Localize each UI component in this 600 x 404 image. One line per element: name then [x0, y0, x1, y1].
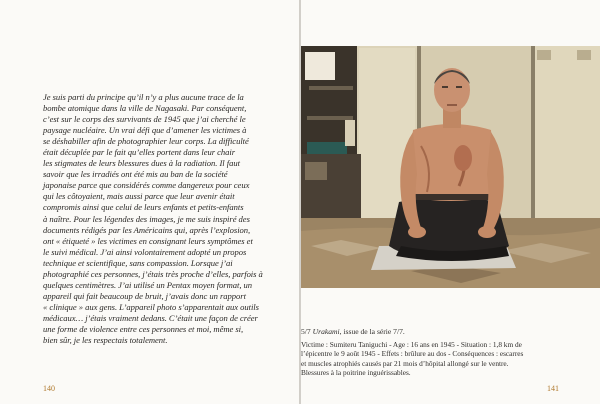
- caption-line: et muscles atrophiés causés par 21 mois d’hôpital allongé sur le ventre.: [301, 358, 509, 368]
- page-number-right: 141: [547, 384, 559, 393]
- left-page: [0, 0, 299, 404]
- essay-line: japonaise parce que considérés comme dangereux pour ceux: [43, 180, 250, 191]
- right-page: [301, 0, 600, 404]
- caption-series: , issue de la série 7/7.: [339, 327, 405, 336]
- essay-line: Je suis parti du principe qu’il n’y a plus aucune trace de la: [43, 92, 244, 102]
- essay-line: technique et scientifique, sans compassion. Lorsque j’ai: [43, 257, 233, 268]
- essay-line: appareil qui fait beaucoup de bruit, j’avais donc un rapport: [43, 290, 246, 301]
- essay-line: « clinique » aux gens. L’appareil photo s’apparentait aux outils: [43, 301, 259, 312]
- caption-line: Victime : Sumiteru Taniguchi - Age : 16 ans en 1945 - Situation : 1,8 km de: [301, 340, 522, 349]
- caption-number: 5/7: [301, 327, 311, 336]
- essay-line: documents rédigés par les Américains qui, après l’explosion,: [43, 224, 251, 235]
- caption-body: [301, 340, 579, 378]
- essay-line: bombe atomique dans la ville de Nagasaki. Par conséquent,: [43, 103, 247, 114]
- essay-line: photographié ces personnes, j’étais très proche d’elles, parfois à: [43, 268, 263, 279]
- essay-line: les stigmates de leurs blessures dues à la radiation. Il faut: [43, 158, 240, 169]
- essay-line: se déshabiller afin de photographier leur corps. La difficulté: [43, 136, 249, 147]
- page-number-left: 140: [43, 384, 55, 393]
- essay-line: qui les côtoyaient, mais aussi parce que leur avenir était: [43, 191, 235, 202]
- essay-line: paysage nucléaire. Un vrai défi que d’amener les victimes à: [43, 125, 247, 136]
- essay-line: compromis ainsi que celui de leurs enfants et petits-enfants: [43, 202, 244, 213]
- essay-line: médicaux… j’étais vraiment dedans. C’était une façon de créer: [43, 312, 258, 323]
- essay-line: savoir que les irradiés ont été mis au ban de la société: [43, 169, 228, 180]
- essay-line: bien sûr, je les respectais totalement.: [43, 335, 168, 346]
- caption-line: l’épicentre le 9 août 1945 - Effets : brûlure au dos - Conséquences : escarres: [301, 349, 524, 359]
- caption-title: [301, 327, 405, 336]
- essay-text: [43, 92, 261, 346]
- essay-line: le suivi médical. J’ai ainsi volontairement adopté un propos: [43, 246, 247, 257]
- essay-line: c’est sur le corps des survivants de 1945 que j’ai cherché le: [43, 114, 246, 125]
- portrait-photo: [301, 46, 600, 288]
- essay-line: ont « étiqueté » les victimes en consignant leurs symptômes et: [43, 235, 253, 246]
- essay-line: une forme de violence entre ces personnes et moi, même si,: [43, 323, 244, 334]
- essay-line: était décuplée par le fait qu’elles portent dans leur chair: [43, 147, 236, 158]
- caption-name: Urakami: [312, 327, 340, 336]
- caption-line: Blessures à la poitrine inguérissables.: [301, 368, 411, 378]
- essay-line: à naître. Pour les légendes des images, je me suis inspiré des: [43, 213, 250, 224]
- essay-line: quelques centimètres. J’ai utilisé un Pentax moyen format, un: [43, 279, 253, 290]
